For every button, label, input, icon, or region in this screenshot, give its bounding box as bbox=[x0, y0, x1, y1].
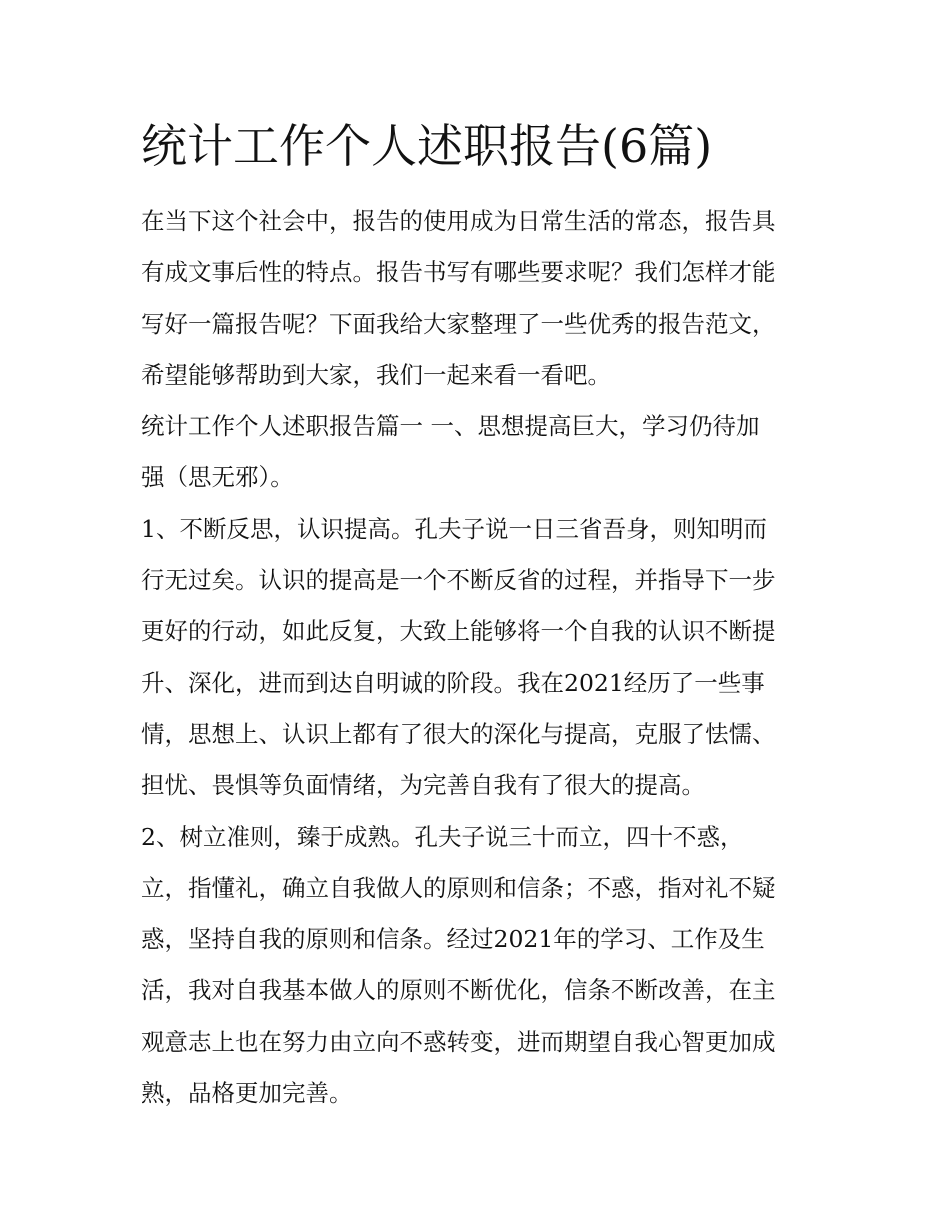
text-line: 写好一篇报告呢？下面我给大家整理了一些优秀的报告范文， bbox=[141, 309, 776, 338]
document-title: 统计工作个人述职报告(6篇) bbox=[141, 119, 713, 173]
text-line: 活，我对自我基本做人的原则不断优化，信条不断改善，在主 bbox=[141, 976, 776, 1005]
text-line: 强（思无邪）。 bbox=[141, 463, 294, 492]
text-line: 在当下这个社会中，报告的使用成为日常生活的常态，报告具 bbox=[141, 207, 776, 235]
text-line: 立，指懂礼，确立自我做人的原则和信条；不惑，指对礼不疑 bbox=[141, 873, 776, 902]
text-line: 希望能够帮助到大家，我们一起来看一看吧。 bbox=[141, 360, 611, 389]
text-line: 情，思想上、认识上都有了很大的深化与提高，克服了怯懦、 bbox=[141, 719, 776, 748]
text-line: 1、不断反思，认识提高。孔夫子说一日三省吾身，则知明而 bbox=[141, 514, 767, 543]
text-line: 行无过矣。认识的提高是一个不断反省的过程，并指导下一步 bbox=[141, 566, 776, 595]
text-line: 2、树立准则，臻于成熟。孔夫子说三十而立，四十不惑， bbox=[141, 822, 744, 851]
text-line: 统计工作个人述职报告篇一 一、思想提高巨大，学习仍待加 bbox=[141, 412, 760, 441]
text-line: 担忧、畏惧等负面情绪，为完善自我有了很大的提高。 bbox=[141, 771, 705, 800]
document-body bbox=[141, 196, 831, 1119]
text-line: 有成文事后性的特点。报告书写有哪些要求呢？我们怎样才能 bbox=[141, 258, 776, 287]
text-line: 升、深化，进而到达自明诚的阶段。我在2021经历了一些事 bbox=[141, 668, 765, 697]
text-line: 观意志上也在努力由立向不惑转变，进而期望自我心智更加成 bbox=[141, 1027, 776, 1056]
text-line: 熟，品格更加完善。 bbox=[141, 1079, 353, 1108]
text-line: 更好的行动，如此反复，大致上能够将一个自我的认识不断提 bbox=[141, 617, 776, 646]
text-line: 惑，坚持自我的原则和信条。经过2021年的学习、工作及生 bbox=[141, 925, 765, 954]
